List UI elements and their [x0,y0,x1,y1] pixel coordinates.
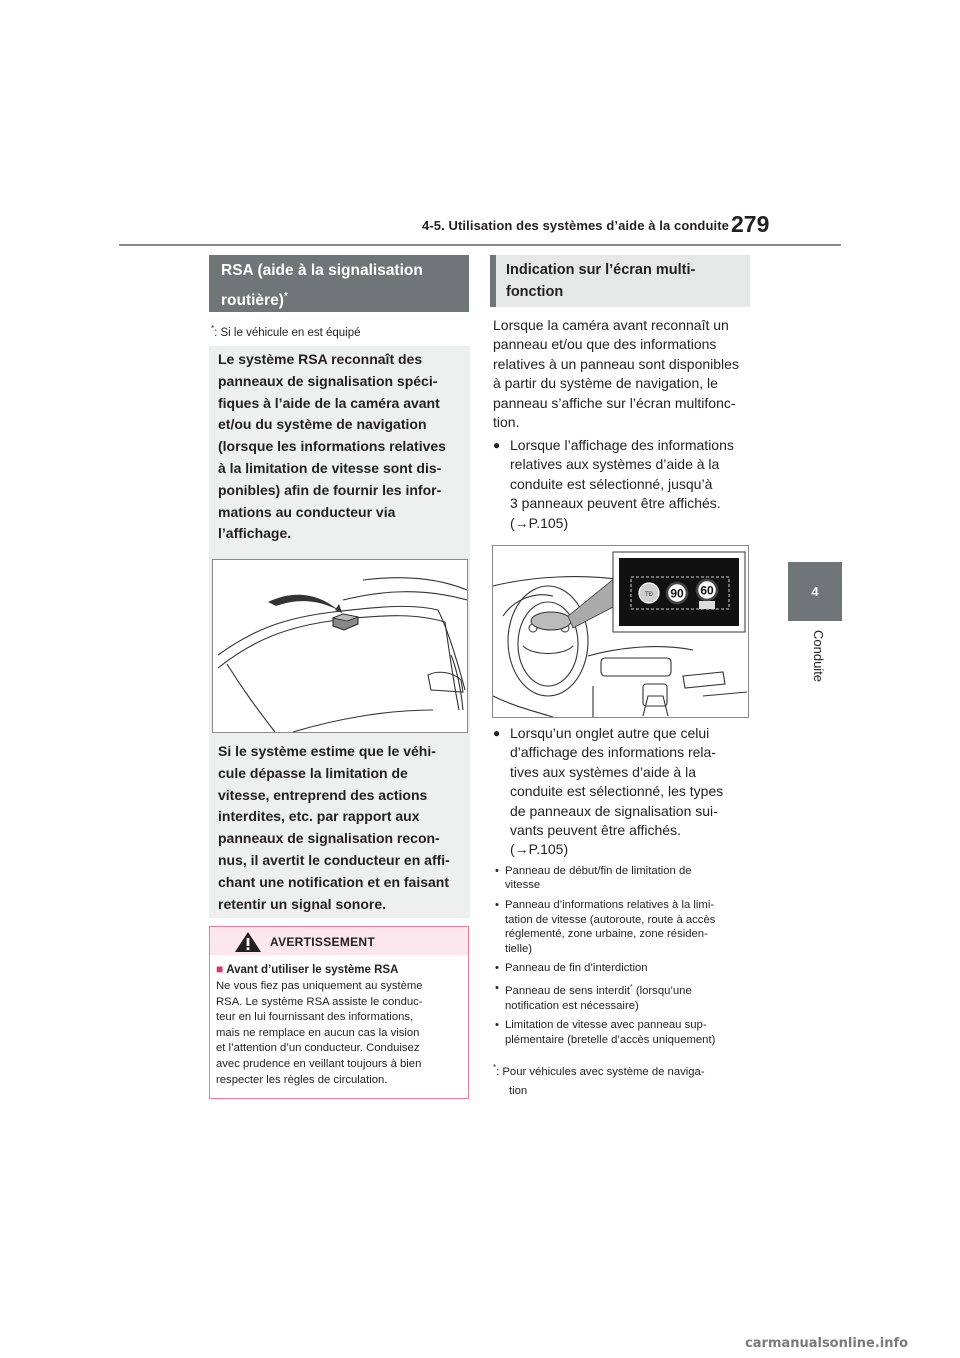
text-line: notification est nécessaire) [505,999,639,1012]
text-line: • Panneau de début/fin de limitation de [505,865,692,877]
footnote-mark: * [211,324,215,333]
rsa-intro-text [218,349,466,545]
list-item [493,864,751,893]
warning-subheading-text: Avant d’utiliser le système RSA [226,964,399,976]
text-line: conduite est sélectionné, jusqu’à [510,475,713,492]
text-line: tion. [493,414,520,431]
text-line: à la limitation de vitesse sont dis- [218,459,442,476]
text-line: panneaux de signalisation recon- [218,830,440,847]
text-line: retentir un signal sonore. [218,895,387,912]
text-line: chant une notification et en faisant [218,873,450,890]
sign-types-list [493,864,751,1053]
text-line: plémentaire (bretelle d’accès uniquement) [505,1033,716,1046]
text-line: • Panneau d’informations relatives à la limi- [505,899,715,912]
windshield-camera-illustration [212,559,468,733]
text-line: de panneaux de signalisation sui- [510,802,718,819]
multifunction-display-heading [490,255,750,307]
warning-box [209,926,469,1099]
page-number: 279 [731,211,770,237]
text-line: 3 panneaux peuvent être affichés. [510,495,721,512]
text-line: Lorsque la caméra avant reconnaît un [493,317,729,333]
rsa-warning-behavior-text [218,741,466,915]
windshield-camera-drawing [213,560,467,732]
section-title: 4-5. Utilisation des systèmes d’aide à la conduite [422,218,729,233]
warning-triangle-icon [234,931,262,953]
list-item [493,961,751,975]
rsa-heading-text: RSA (aide à la signalisation routière) [221,262,423,310]
display-intro-text [493,316,753,432]
watermark: carmanualsonline.info [745,1336,909,1351]
warning-body [216,979,466,1088]
text-line [505,981,751,998]
text-line: panneau s’affiche sur l’écran multifonc- [493,394,736,411]
text-line: ponibles) afin de fournir les infor- [218,481,442,498]
text-line: avec prudence en veillant toujours à bien [216,1057,422,1070]
text-line: panneau et/ou que des informations [493,336,717,353]
rsa-heading-mark: * [283,291,288,302]
text-line: mations au conducteur via [218,503,396,520]
page-reference-link: (→P.105) [510,514,569,531]
rsa-heading [209,255,469,312]
text-line: relatives à un panneau sont disponibles [493,355,739,372]
chapter-tab: 4 [788,562,842,621]
warning-subheading [216,962,398,976]
svg-text:ТÐ: ТÐ [645,592,653,598]
speed-limit-sign-2: 60 [700,583,714,598]
text-line: Ne vous fiez pas uniquement au système [216,980,423,992]
text-line: nus, il avertit le conducteur en affi- [218,851,450,868]
text-line: respecter les règles de circulation. [216,1073,388,1086]
page-reference-link: (→P.105) [510,841,569,858]
text-line: interdites, etc. par rapport aux [218,808,420,825]
text-line: ● Lorsque l’affichage des informations [510,437,734,453]
text-line: conduite est sélectionné, les types [510,783,724,800]
text-line: tives aux systèmes d’aide à la [510,763,696,780]
text-line: Le système RSA reconnaît des [218,351,423,367]
list-item [493,981,751,1013]
header-divider [119,244,841,246]
text-line: • Panneau de fin d’interdiction [505,962,648,975]
text-line: vitesse, entreprend des actions [218,786,428,803]
text-span: (lorsqu’une [632,985,692,998]
text-line: fiques à l’aide de la caméra avant [218,394,440,411]
text-span: Panneau de sens interdit [505,985,630,998]
list-item [493,1018,751,1047]
bullet-driving-assist-view [493,436,753,533]
text-line: d’affichage des informations rela- [510,744,716,761]
navigation-footnote [493,1058,751,1101]
text-line: à partir du système de navigation, le [493,375,718,392]
text-line: panneaux de signalisation spéci- [218,372,438,389]
warning-title: AVERTISSEMENT [270,935,376,949]
dashboard-drawing [493,546,748,717]
text-line: réglementé, zone urbaine, zone résiden- [505,928,708,941]
text-line: vants peuvent être affichés. [510,822,681,839]
chapter-label: Conduite [811,630,826,683]
text-line: vitesse [505,879,541,892]
warning-header [210,927,468,955]
footnote-mark: * [629,984,633,992]
text-line: • Limitation de vitesse avec panneau sup- [505,1019,707,1032]
equipment-footnote [211,324,361,339]
heading-line: Indication sur l’écran multi- [506,262,696,278]
text-line: tion [509,1084,528,1097]
text-line: mais ne remplace en aucun cas la vision [216,1026,420,1039]
footnote-mark: * [493,1063,497,1072]
bullet-other-tab-view [493,724,753,860]
text-line: relatives aux systèmes d’aide à la [510,456,720,473]
footnote-text: : Si le véhicule en est équipé [214,326,361,339]
text-line: l’affichage. [218,525,292,542]
text-line: tielle) [505,942,532,955]
text-line: tation de vitesse (autoroute, route à accès [505,913,716,926]
list-item [493,898,751,956]
speed-limit-sign-1: 90 [670,586,684,601]
text-line: et l’attention d’un conducteur. Conduisez [216,1042,420,1055]
text-line: teur en lui fournissant des informations, [216,1011,414,1024]
text-line: ● Lorsqu’un onglet autre que celui [510,725,710,741]
square-bullet-icon: ■ [216,962,224,976]
text-line: (lorsque les informations relatives [218,438,446,455]
text-span: : Pour véhicules avec système de naviga- [496,1065,705,1078]
heading-line: fonction [506,284,564,300]
text-line: Si le système estime que le véhi- [218,743,436,759]
text-line: RSA. Le système RSA assiste le conduc- [216,995,423,1008]
text-line: cule dépasse la limitation de [218,764,408,781]
text-line: et/ou du système de navigation [218,416,427,433]
dashboard-display-illustration [492,545,749,718]
text-line [493,1058,751,1082]
